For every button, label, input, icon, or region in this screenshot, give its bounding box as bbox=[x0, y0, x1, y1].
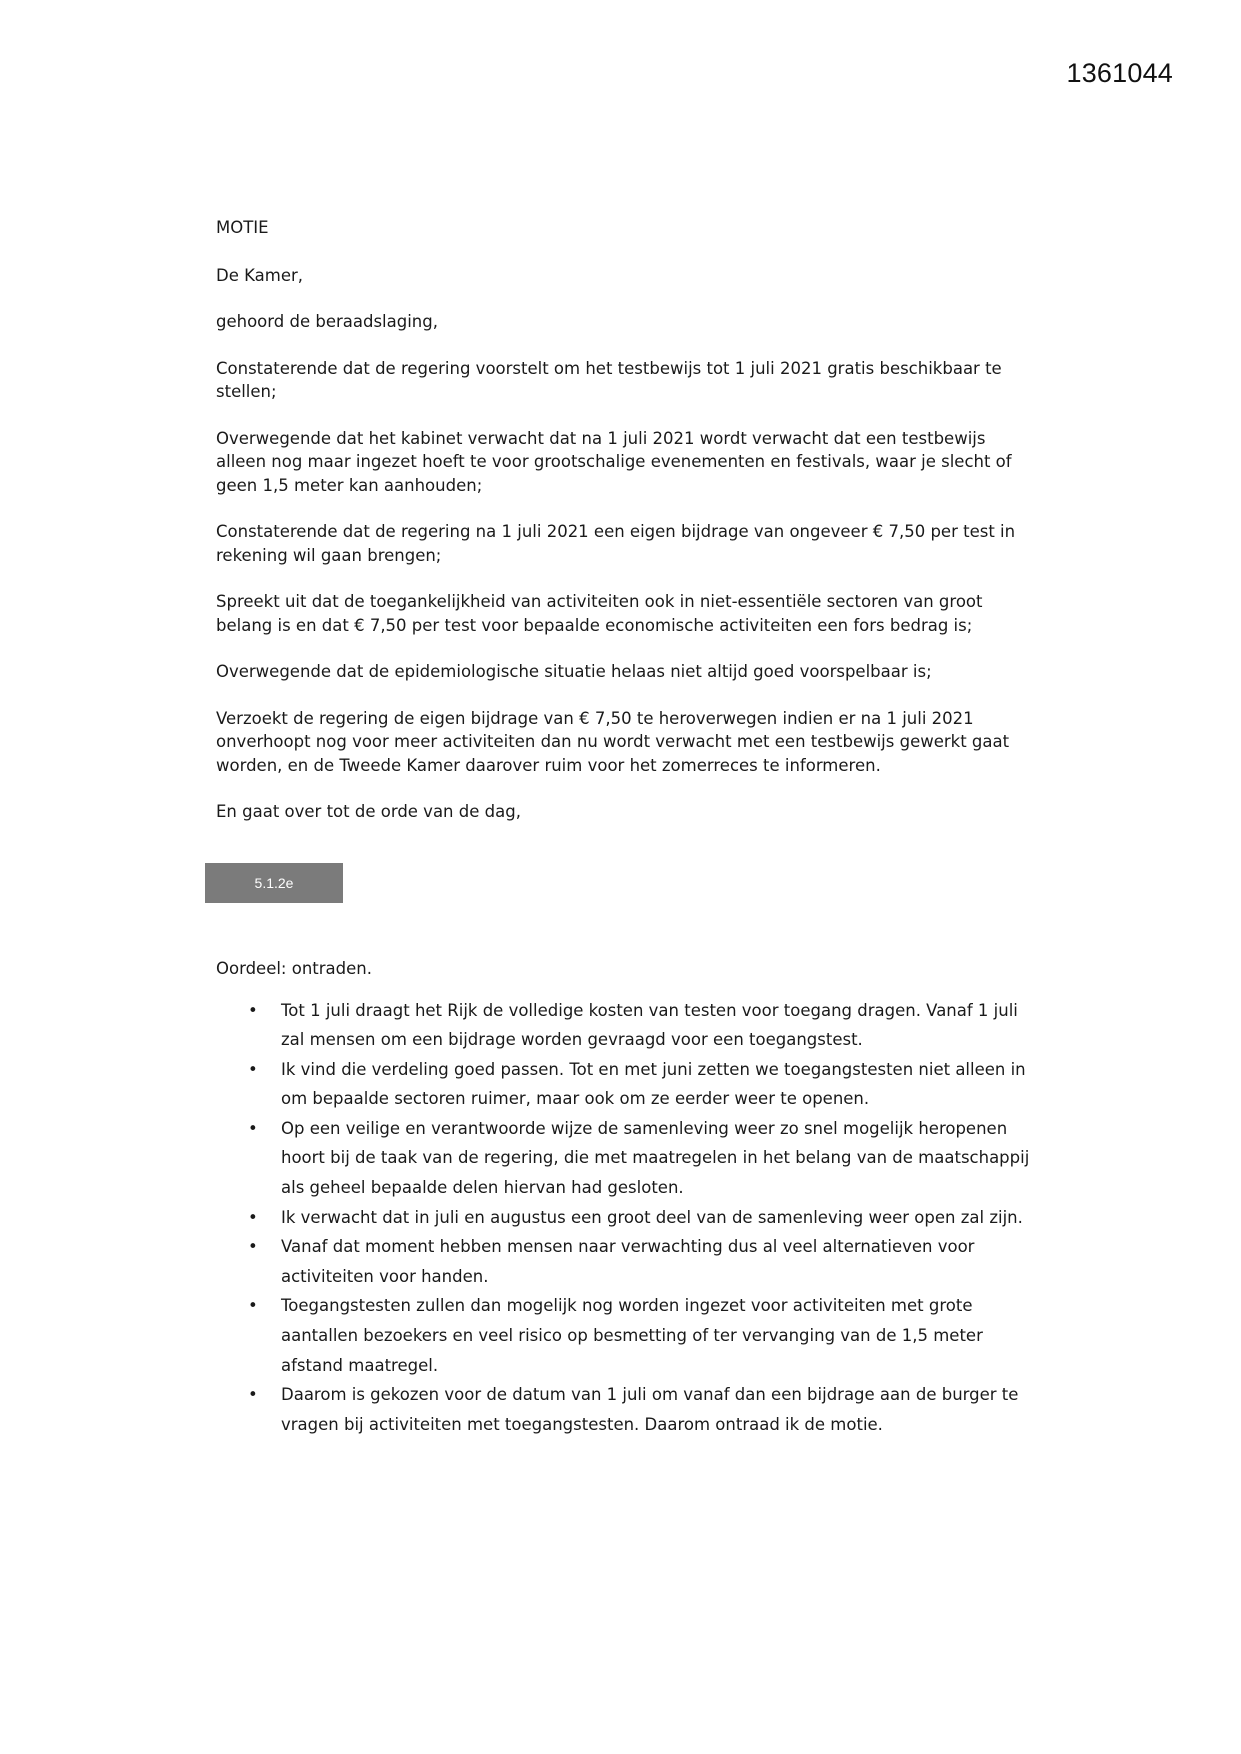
motion-paragraph: De Kamer, bbox=[216, 265, 303, 285]
bullet-item: • Ik vind die verdeling goed passen. Tot en met juni zetten we toegangstesten niet alleen in om bepaalde sectoren ruimer, maar ook om ze eerder weer te openen. bbox=[216, 1055, 1036, 1114]
motion-paragraph: Spreekt uit dat de toegankelijkheid van activiteiten ook in niet-essentiële sectoren van groot belang is en dat € 7,50 per test voor bepaalde economische activiteiten een fors bedrag is; bbox=[216, 592, 983, 635]
bullet-glyph: • bbox=[248, 1296, 258, 1316]
bullet-item: • Daarom is gekozen voor de datum van 1 juli om vanaf dan een bijdrage aan de burger te vragen bij activiteiten met toegangstesten. Daarom ontraad ik de motie. bbox=[216, 1380, 1036, 1439]
judgement-bullet-list bbox=[216, 996, 1036, 1440]
bullet-item: • Toegangstesten zullen dan mogelijk nog worden ingezet voor activiteiten met grote aantallen bezoekers en veel risico op besmetting of ter vervanging van de 1,5 meter afstand maatregel. bbox=[216, 1291, 1036, 1380]
judgement-label: Oordeel: ontraden. bbox=[216, 959, 372, 978]
bullet-glyph: • bbox=[248, 1118, 258, 1138]
judgement-section bbox=[216, 957, 1036, 1439]
motion-title: MOTIE bbox=[216, 218, 269, 237]
redaction-label: 5.1.2e bbox=[254, 875, 294, 891]
motion-paragraph: Overwegende dat het kabinet verwacht dat na 1 juli 2021 wordt verwacht dat een testbewijs alleen nog maar ingezet hoeft te voor grootschalige evenementen en festivals, waar je slecht of geen 1,5 meter kan aanhouden; bbox=[216, 428, 1012, 495]
bullet-glyph: • bbox=[248, 1237, 258, 1257]
bullet-item: • Vanaf dat moment hebben mensen naar verwachting dus al veel alternatieven voor activiteiten voor handen. bbox=[216, 1232, 1036, 1291]
motion-paragraph: Overwegende dat de epidemiologische situatie helaas niet altijd goed voorspelbaar is; bbox=[216, 662, 932, 681]
bullet-glyph: • bbox=[248, 1000, 258, 1020]
motion-paragraph: Constaterende dat de regering na 1 juli 2021 een eigen bijdrage van ongeveer € 7,50 per test in rekening wil gaan brengen; bbox=[216, 522, 1016, 565]
motion-text bbox=[216, 216, 1016, 847]
bullet-item: • Ik verwacht dat in juli en augustus een groot deel van de samenleving weer open zal zijn. bbox=[216, 1203, 1036, 1233]
bullet-glyph: • bbox=[248, 1385, 258, 1405]
bullet-item: • Tot 1 juli draagt het Rijk de volledige kosten van testen voor toegang dragen. Vanaf 1 juli zal mensen om een bijdrage worden gevraagd voor een toegangstest. bbox=[216, 996, 1036, 1055]
bullet-glyph: • bbox=[248, 1059, 258, 1079]
motion-paragraph: Constaterende dat de regering voorstelt om het testbewijs tot 1 juli 2021 gratis beschikbaar te stellen; bbox=[216, 358, 1002, 401]
motion-paragraph: gehoord de beraadslaging, bbox=[216, 312, 438, 331]
motion-paragraph: Verzoekt de regering de eigen bijdrage van € 7,50 te heroverwegen indien er na 1 juli 2021 onverhoopt nog voor meer activiteiten dan nu wordt verwacht met een testbewijs gewerkt gaat worden, en de Tweede Kamer daarover ruim voor het zomerreces te informeren. bbox=[216, 708, 1010, 775]
document-number: 1361044 bbox=[1066, 58, 1173, 88]
bullet-glyph: • bbox=[248, 1207, 258, 1227]
redaction-box bbox=[205, 863, 343, 903]
motion-paragraph: En gaat over tot de orde van de dag, bbox=[216, 802, 521, 821]
bullet-item: • Op een veilige en verantwoorde wijze de samenleving weer zo snel mogelijk heropenen hoort bij de taak van de regering, die met maatregelen in het belang van de maatschappij als geheel bepaalde delen hiervan had gesloten. bbox=[216, 1114, 1036, 1203]
